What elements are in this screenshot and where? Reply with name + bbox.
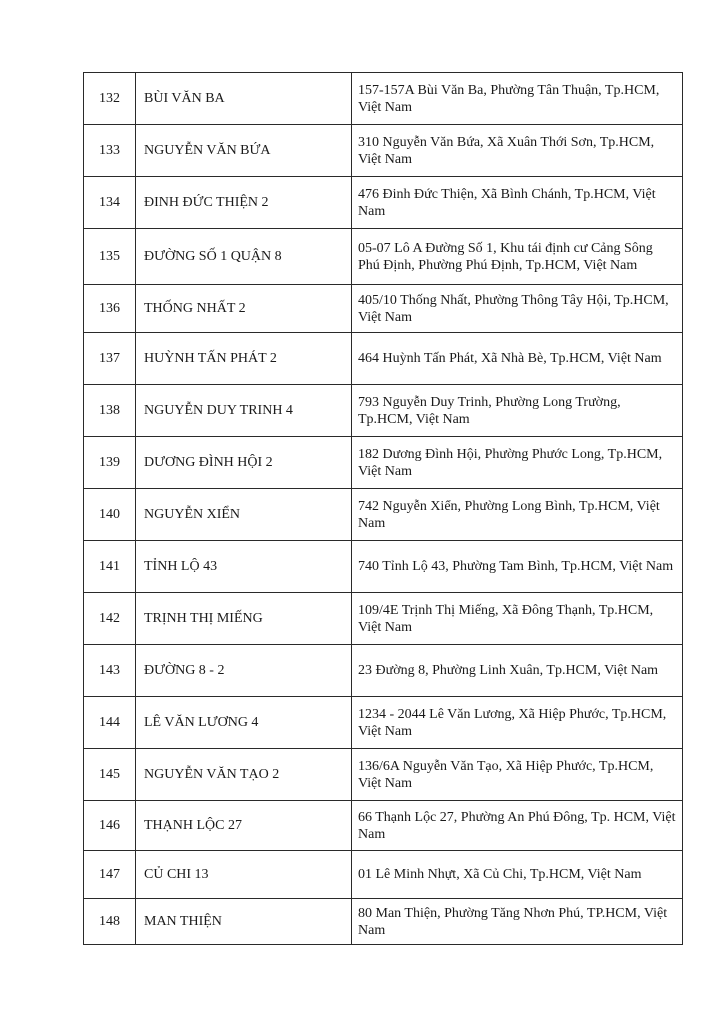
store-name: TRỊNH THỊ MIẾNG <box>136 593 352 645</box>
table-row <box>84 177 683 229</box>
row-number: 147 <box>84 851 136 899</box>
store-name: CỦ CHI 13 <box>136 851 352 899</box>
row-number: 141 <box>84 541 136 593</box>
store-name: THỐNG NHẤT 2 <box>136 285 352 333</box>
store-name: MAN THIỆN <box>136 899 352 945</box>
store-name: ĐINH ĐỨC THIỆN 2 <box>136 177 352 229</box>
table-row <box>84 899 683 945</box>
row-number: 136 <box>84 285 136 333</box>
table-row <box>84 801 683 851</box>
table-row <box>84 73 683 125</box>
table-row <box>84 593 683 645</box>
store-address: 464 Huỳnh Tấn Phát, Xã Nhà Bè, Tp.HCM, Việt Nam <box>352 333 683 385</box>
table-row <box>84 541 683 593</box>
table-row <box>84 229 683 285</box>
store-address: 182 Dương Đình Hội, Phường Phước Long, Tp.HCM, Việt Nam <box>352 437 683 489</box>
table-row <box>84 385 683 437</box>
row-number: 134 <box>84 177 136 229</box>
table-row <box>84 285 683 333</box>
store-name: BÙI VĂN BA <box>136 73 352 125</box>
store-address: 109/4E Trịnh Thị Miếng, Xã Đông Thạnh, Tp.HCM, Việt Nam <box>352 593 683 645</box>
table-row <box>84 489 683 541</box>
table-row <box>84 697 683 749</box>
store-address: 80 Man Thiện, Phường Tăng Nhơn Phú, TP.HCM, Việt Nam <box>352 899 683 945</box>
store-address: 742 Nguyễn Xiển, Phường Long Bình, Tp.HCM, Việt Nam <box>352 489 683 541</box>
store-name: NGUYỄN XIỂN <box>136 489 352 541</box>
row-number: 132 <box>84 73 136 125</box>
store-name: NGUYỄN VĂN BỨA <box>136 125 352 177</box>
row-number: 143 <box>84 645 136 697</box>
row-number: 133 <box>84 125 136 177</box>
row-number: 137 <box>84 333 136 385</box>
store-name: NGUYỄN DUY TRINH 4 <box>136 385 352 437</box>
store-address: 01 Lê Minh Nhựt, Xã Củ Chi, Tp.HCM, Việt Nam <box>352 851 683 899</box>
row-number: 139 <box>84 437 136 489</box>
store-address: 476 Đinh Đức Thiện, Xã Bình Chánh, Tp.HCM, Việt Nam <box>352 177 683 229</box>
row-number: 144 <box>84 697 136 749</box>
table-row <box>84 851 683 899</box>
store-address: 405/10 Thống Nhất, Phường Thông Tây Hội, Tp.HCM, Việt Nam <box>352 285 683 333</box>
store-address: 740 Tỉnh Lộ 43, Phường Tam Bình, Tp.HCM, Việt Nam <box>352 541 683 593</box>
store-address: 1234 - 2044 Lê Văn Lương, Xã Hiệp Phước, Tp.HCM, Việt Nam <box>352 697 683 749</box>
table-row <box>84 125 683 177</box>
row-number: 135 <box>84 229 136 285</box>
store-name: LÊ VĂN LƯƠNG 4 <box>136 697 352 749</box>
row-number: 145 <box>84 749 136 801</box>
store-address: 23 Đường 8, Phường Linh Xuân, Tp.HCM, Việt Nam <box>352 645 683 697</box>
store-name: ĐƯỜNG 8 - 2 <box>136 645 352 697</box>
store-name: TỈNH LỘ 43 <box>136 541 352 593</box>
store-address-table <box>83 72 683 945</box>
store-name: DƯƠNG ĐÌNH HỘI 2 <box>136 437 352 489</box>
store-name: THẠNH LỘC 27 <box>136 801 352 851</box>
row-number: 138 <box>84 385 136 437</box>
table-row <box>84 645 683 697</box>
store-name: HUỲNH TẤN PHÁT 2 <box>136 333 352 385</box>
table-row <box>84 437 683 489</box>
store-address: 157-157A Bùi Văn Ba, Phường Tân Thuận, Tp.HCM, Việt Nam <box>352 73 683 125</box>
row-number: 142 <box>84 593 136 645</box>
table-row <box>84 333 683 385</box>
row-number: 140 <box>84 489 136 541</box>
row-number: 146 <box>84 801 136 851</box>
table-row <box>84 749 683 801</box>
store-address: 136/6A Nguyễn Văn Tạo, Xã Hiệp Phước, Tp.HCM, Việt Nam <box>352 749 683 801</box>
row-number: 148 <box>84 899 136 945</box>
store-address: 310 Nguyễn Văn Bứa, Xã Xuân Thới Sơn, Tp.HCM, Việt Nam <box>352 125 683 177</box>
store-address: 66 Thạnh Lộc 27, Phường An Phú Đông, Tp. HCM, Việt Nam <box>352 801 683 851</box>
store-address: 793 Nguyễn Duy Trinh, Phường Long Trường, Tp.HCM, Việt Nam <box>352 385 683 437</box>
store-address: 05-07 Lô A Đường Số 1, Khu tái định cư Cảng Sông Phú Định, Phường Phú Định, Tp.HCM, Việt Nam <box>352 229 683 285</box>
store-name: ĐƯỜNG SỐ 1 QUẬN 8 <box>136 229 352 285</box>
store-name: NGUYỄN VĂN TẠO 2 <box>136 749 352 801</box>
